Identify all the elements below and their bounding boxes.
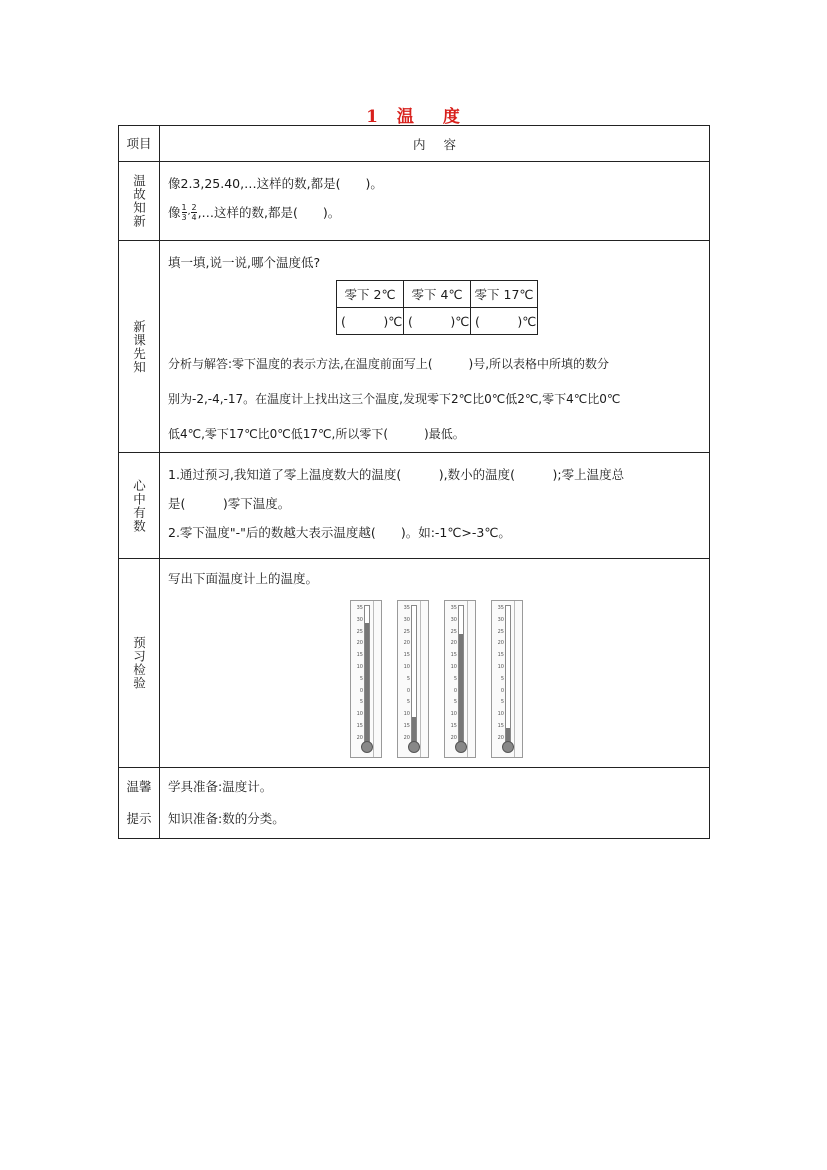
temperature-fill-table: [336, 280, 538, 335]
scale-tick-label: 20: [403, 734, 410, 741]
scale-tick-label: 5: [500, 675, 504, 682]
scale-tick-label: 10: [450, 711, 457, 718]
mercury-column: [459, 634, 463, 746]
mini-answer-3: ( )℃: [471, 308, 538, 335]
scale-tick-label: 20: [356, 734, 363, 741]
thermometer-frame-line: [514, 601, 515, 757]
scale-tick-label: 35: [497, 605, 504, 611]
scale-tick-label: 10: [356, 711, 363, 718]
thermometer-2: [397, 600, 429, 758]
mind-line-1: 1.通过预习,我知道了零上温度数大的温度( ),数小的温度( );零上温度总: [168, 467, 625, 482]
scale-tick-label: 0: [406, 687, 410, 694]
title-number: 1: [366, 107, 379, 127]
scale-tick-label: 5: [359, 675, 363, 682]
scale-tick-label: 25: [450, 628, 457, 635]
fraction-2: 2 4: [191, 203, 197, 222]
scale-tick-label: 15: [403, 652, 410, 659]
scale-tick-label: 20: [497, 734, 504, 741]
mind-line-3: 2.零下温度"-"后的数越大表示温度越( )。如:-1℃>-3℃。: [168, 525, 511, 540]
analysis-line-2: 别为-2,-4,-17。在温度计上找出这三个温度,发现零下2℃比0℃低2℃,零下4℃比0℃: [168, 392, 621, 406]
scale-tick-label: 0: [453, 687, 457, 694]
scale-tick-label: 5: [453, 675, 457, 682]
scale-tick-label: 35: [450, 605, 457, 611]
scale-tick-label: 10: [497, 711, 504, 718]
scale-tick-label: 35: [356, 605, 363, 611]
scale-tick-label: 30: [450, 616, 457, 623]
thermometer-scale: [400, 603, 410, 745]
scale-tick-label: 15: [450, 722, 457, 729]
mind-content: [160, 453, 710, 559]
scale-tick-label: 5: [500, 699, 504, 706]
thermometer-1: [350, 600, 382, 758]
scale-tick-label: 20: [450, 734, 457, 741]
scale-tick-label: 10: [497, 663, 504, 670]
thermometer-frame-line: [420, 601, 421, 757]
preview-prompt: 填一填,说一说,哪个温度低?: [168, 255, 321, 270]
scale-tick-label: 30: [403, 616, 410, 623]
tips-label-2: 提示: [126, 811, 152, 826]
review-row: [119, 162, 710, 241]
thermometer-group: [350, 600, 701, 758]
tips-row: [119, 768, 710, 839]
header-label: 项目: [119, 126, 160, 162]
thermometer-3: [444, 600, 476, 758]
thermometer-scale: [447, 603, 457, 745]
scale-tick-label: 20: [497, 640, 504, 647]
header-row: [119, 126, 710, 162]
preview-label: 新课先知: [119, 241, 160, 453]
scale-tick-label: 10: [356, 663, 363, 670]
title-char-1: 温: [396, 107, 415, 127]
preview-content: [160, 241, 710, 453]
mini-answer-2: ( )℃: [404, 308, 471, 335]
check-row: [119, 559, 710, 768]
scale-tick-label: 25: [497, 628, 504, 635]
scale-tick-label: 35: [403, 605, 410, 611]
check-label: 预习检验: [119, 559, 160, 768]
scale-tick-label: 15: [356, 652, 363, 659]
scale-tick-label: 25: [403, 628, 410, 635]
header-content-2: 容: [443, 136, 457, 152]
mini-header-2: 零下 4℃: [404, 281, 471, 308]
scale-tick-label: 25: [356, 628, 363, 635]
analysis-text: [168, 347, 701, 452]
tips-line-2: 知识准备:数的分类。: [168, 811, 285, 826]
scale-tick-label: 5: [406, 675, 410, 682]
thermometer-bulb: [455, 741, 467, 753]
thermometer-bulb: [361, 741, 373, 753]
review-label: 温故知新: [119, 162, 160, 241]
thermometer-scale: [353, 603, 363, 745]
mini-header-1: 零下 2℃: [337, 281, 404, 308]
scale-tick-label: 5: [406, 699, 410, 706]
title-char-2: 度: [442, 107, 461, 127]
thermometer-bulb: [502, 741, 514, 753]
header-content: [160, 126, 710, 162]
check-content: [160, 559, 710, 768]
mini-header-3: 零下 17℃: [471, 281, 538, 308]
tips-label-1: 温馨: [126, 779, 152, 794]
tips-content: [160, 768, 710, 839]
scale-tick-label: 15: [450, 652, 457, 659]
mind-row: [119, 453, 710, 559]
scale-tick-label: 30: [497, 616, 504, 623]
scale-tick-label: 20: [450, 640, 457, 647]
page-title: [0, 102, 827, 127]
scale-tick-label: 15: [497, 652, 504, 659]
scale-tick-label: 15: [356, 722, 363, 729]
thermometer-frame-line: [373, 601, 374, 757]
analysis-line-3: 低4℃,零下17℃比0℃低17℃,所以零下( )最低。: [168, 427, 465, 441]
review-content: [160, 162, 710, 241]
lesson-table: [118, 125, 710, 839]
scale-tick-label: 10: [403, 711, 410, 718]
scale-tick-label: 15: [497, 722, 504, 729]
scale-tick-label: 0: [359, 687, 363, 694]
review-line-1: 像2.3,25.40,…这样的数,都是( )。: [168, 176, 383, 191]
thermometer-4: [491, 600, 523, 758]
scale-tick-label: 20: [403, 640, 410, 647]
mercury-column: [365, 623, 369, 746]
thermometer-scale: [494, 603, 504, 745]
scale-tick-label: 0: [500, 687, 504, 694]
scale-tick-label: 5: [359, 699, 363, 706]
preview-row: [119, 241, 710, 453]
thermometer-bulb: [408, 741, 420, 753]
scale-tick-label: 30: [356, 616, 363, 623]
check-prompt: 写出下面温度计上的温度。: [168, 571, 319, 586]
mind-label: 心中有数: [119, 453, 160, 559]
tips-label: [119, 768, 160, 839]
scale-tick-label: 15: [403, 722, 410, 729]
review-line-2: 像 1 3 , 2 4 ,…这样的数,都是( )。: [168, 203, 341, 222]
mini-answer-1: ( )℃: [337, 308, 404, 335]
thermometer-frame-line: [467, 601, 468, 757]
tips-line-1: 学具准备:温度计。: [168, 779, 273, 794]
analysis-line-1: 分析与解答:零下温度的表示方法,在温度前面写上( )号,所以表格中所填的数分: [168, 357, 610, 371]
thermometer-tube: [505, 605, 511, 746]
scale-tick-label: 20: [356, 640, 363, 647]
scale-tick-label: 5: [453, 699, 457, 706]
scale-tick-label: 10: [403, 663, 410, 670]
fraction-1: 1 3: [181, 203, 187, 222]
scale-tick-label: 10: [450, 663, 457, 670]
mind-line-2: 是( )零下温度。: [168, 496, 291, 511]
header-content-1: 内: [412, 136, 426, 152]
